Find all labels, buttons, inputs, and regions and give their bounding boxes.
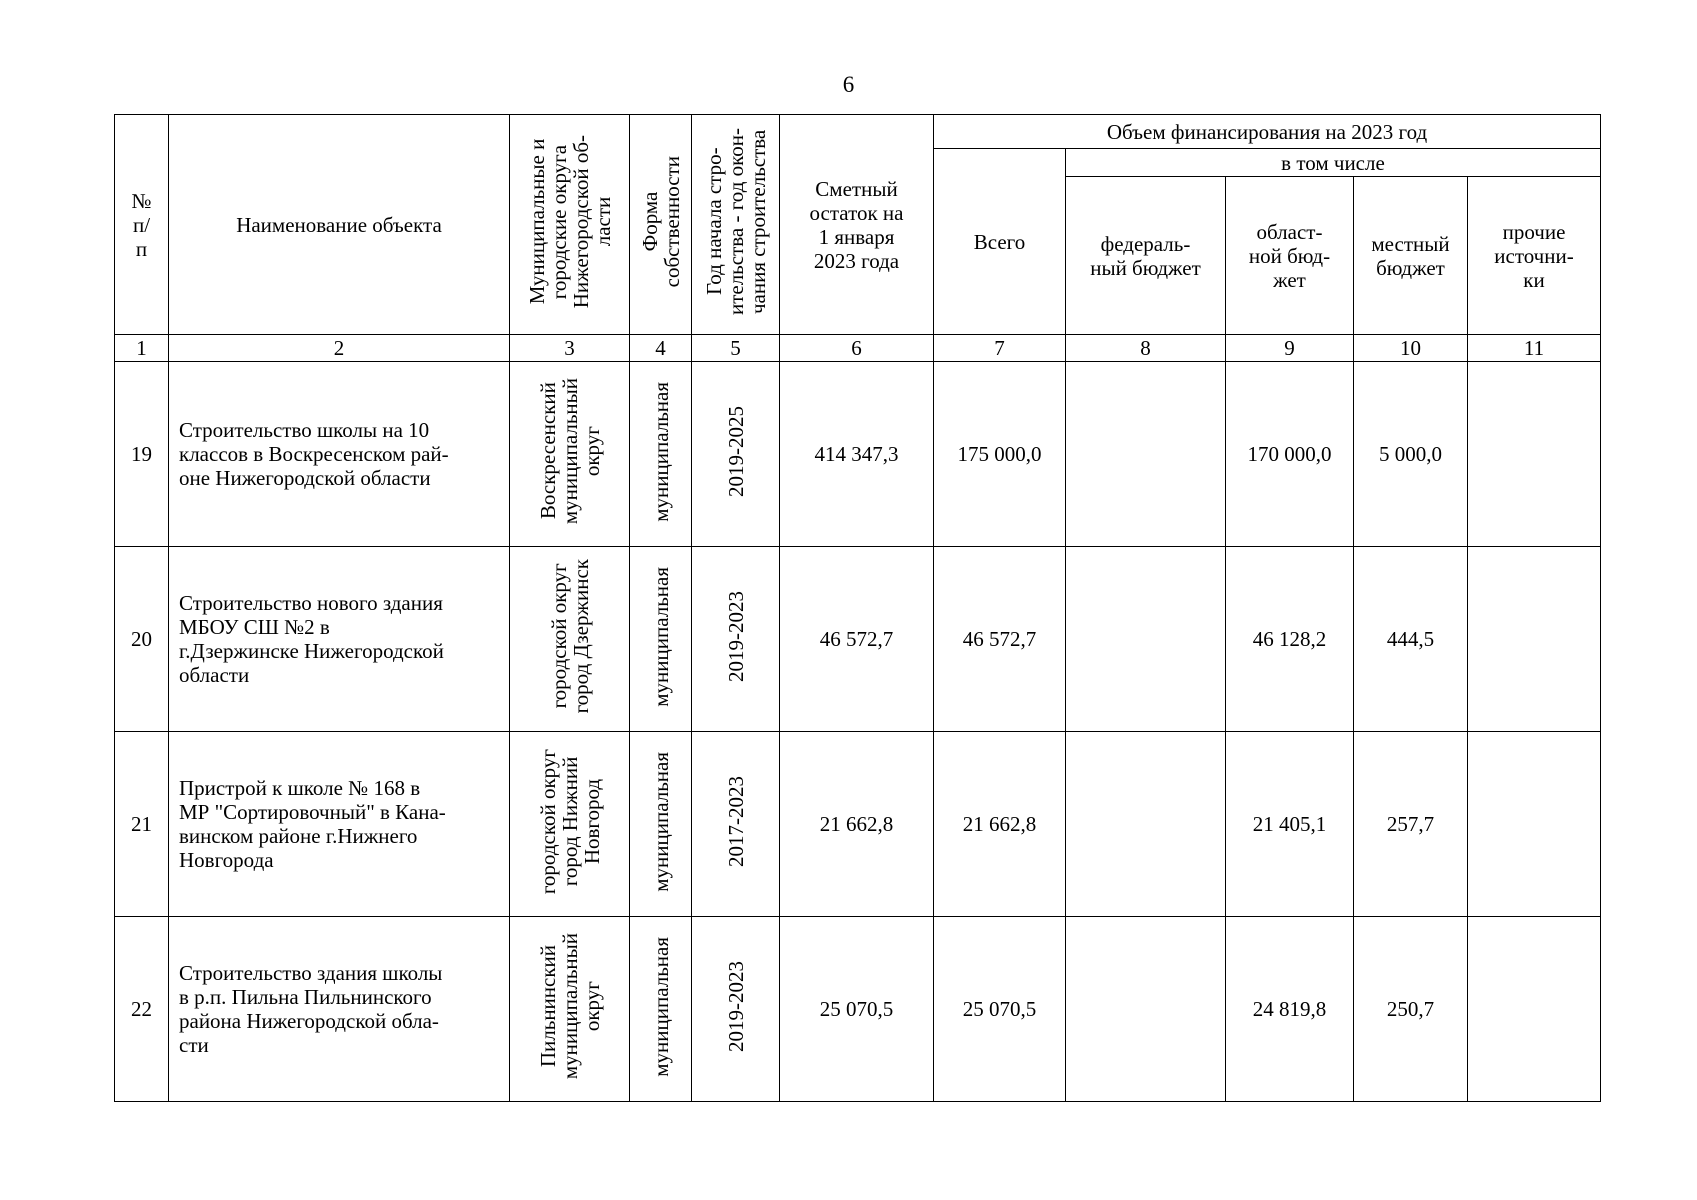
municipality-cell: [510, 732, 630, 917]
header-ownership: [630, 115, 692, 335]
ownership-cell: [630, 362, 692, 547]
funding-local: 5 000,0: [1354, 362, 1468, 547]
funding-local: 257,7: [1354, 732, 1468, 917]
header-federal-label: федераль- ный бюджет: [1090, 231, 1201, 280]
header-municipality: [510, 115, 630, 335]
header-regional-label: област- ной бюд- жет: [1248, 219, 1331, 292]
municipality-cell: [510, 547, 630, 732]
funding-federal: [1066, 547, 1226, 732]
years-cell: [692, 917, 780, 1102]
ownership-cell: [630, 732, 692, 917]
header-funding-group: [934, 115, 1601, 149]
financing-table: [114, 114, 1601, 1102]
column-number: 11: [1468, 335, 1601, 362]
object-name: Строительство школы на 10 классов в Воскресенском рай- оне Нижегородской области: [169, 362, 510, 547]
ownership: муниципальная: [648, 751, 673, 892]
funding-total: 21 662,8: [934, 732, 1066, 917]
municipality: городской округ город Нижний Новгород: [535, 748, 604, 895]
object-name: Пристрой к школе № 168 в МР "Сортировочный" в Кана- винском районе г.Нижнего Новгорода: [169, 732, 510, 917]
object-name: Строительство здания школы в р.п. Пильна Пильнинского района Нижегородской обла- сти: [169, 917, 510, 1102]
ownership: муниципальная: [648, 381, 673, 522]
header-federal: [1066, 177, 1226, 335]
estimate-remainder: 46 572,7: [780, 547, 934, 732]
header-municipality-label: Муниципальные и городские округа Нижегородской об- ласти: [524, 135, 615, 309]
ownership: муниципальная: [648, 936, 673, 1077]
estimate-remainder: 21 662,8: [780, 732, 934, 917]
construction-years: 2019-2025: [723, 406, 748, 497]
page-number: 6: [842, 72, 855, 97]
funding-total: 25 070,5: [934, 917, 1066, 1102]
construction-years: 2019-2023: [723, 591, 748, 682]
municipality-cell: [510, 917, 630, 1102]
row-number: 20: [115, 547, 169, 732]
column-number: 2: [169, 335, 510, 362]
header-total-label: Всего: [973, 229, 1026, 254]
row-number: 19: [115, 362, 169, 547]
object-name: Строительство нового здания МБОУ СШ №2 в г.Дзержинске Нижегородской области: [169, 547, 510, 732]
ownership-cell: [630, 917, 692, 1102]
header-construction-years: [692, 115, 780, 335]
table-row: [115, 362, 1601, 547]
funding-other: [1468, 362, 1601, 547]
header-object-name-label: Наименование объекта: [236, 212, 442, 237]
funding-total: 46 572,7: [934, 547, 1066, 732]
funding-regional: 46 128,2: [1226, 547, 1354, 732]
construction-years: 2017-2023: [723, 776, 748, 867]
column-number: 1: [115, 335, 169, 362]
years-cell: [692, 547, 780, 732]
funding-other: [1468, 732, 1601, 917]
column-number: 7: [934, 335, 1066, 362]
funding-total: 175 000,0: [934, 362, 1066, 547]
construction-years: 2019-2023: [723, 961, 748, 1052]
header-construction-years-label: Год начала стро- ительства - год окон- чания строительства: [701, 128, 770, 316]
column-numbers-row: [115, 335, 1601, 362]
funding-federal: [1066, 362, 1226, 547]
header-other-label: прочие источни- ки: [1494, 219, 1574, 292]
municipality: Пильнинский муниципальный округ: [535, 933, 604, 1080]
header-funding-group-label: Объем финансирования на 2023 год: [1106, 119, 1428, 144]
funding-other: [1468, 547, 1601, 732]
table-row: [115, 732, 1601, 917]
ownership: муниципальная: [648, 566, 673, 707]
header-object-name: [169, 115, 510, 335]
header-local-label: местный бюджет: [1371, 231, 1450, 280]
funding-federal: [1066, 732, 1226, 917]
funding-local: 250,7: [1354, 917, 1468, 1102]
estimate-remainder: 25 070,5: [780, 917, 934, 1102]
header-estimate-remainder: [780, 115, 934, 335]
table-row: [115, 917, 1601, 1102]
column-number: 6: [780, 335, 934, 362]
funding-federal: [1066, 917, 1226, 1102]
funding-regional: 24 819,8: [1226, 917, 1354, 1102]
column-number: 8: [1066, 335, 1226, 362]
header-including: [1066, 149, 1601, 177]
column-number: 5: [692, 335, 780, 362]
municipality: Воскресенский муниципальный округ: [535, 378, 604, 525]
column-number: 9: [1226, 335, 1354, 362]
municipality-cell: [510, 362, 630, 547]
years-cell: [692, 362, 780, 547]
header-including-label: в том числе: [1281, 150, 1385, 175]
header-regional: [1226, 177, 1354, 335]
header-total: [934, 149, 1066, 335]
header-other: [1468, 177, 1601, 335]
funding-regional: 21 405,1: [1226, 732, 1354, 917]
row-number: 22: [115, 917, 169, 1102]
column-number: 10: [1354, 335, 1468, 362]
header-row-number: [115, 115, 169, 335]
header-estimate-remainder-label: Сметный остаток на 1 января 2023 года: [809, 176, 904, 273]
row-number: 21: [115, 732, 169, 917]
ownership-cell: [630, 547, 692, 732]
years-cell: [692, 732, 780, 917]
header-row-number-label: № п/ п: [131, 188, 152, 261]
table-row: [115, 547, 1601, 732]
municipality: городской округ город Дзержинск: [546, 559, 593, 714]
funding-regional: 170 000,0: [1226, 362, 1354, 547]
column-number: 4: [630, 335, 692, 362]
header-local: [1354, 177, 1468, 335]
header-ownership-label: Форма собственности: [637, 156, 684, 288]
funding-other: [1468, 917, 1601, 1102]
column-number: 3: [510, 335, 630, 362]
estimate-remainder: 414 347,3: [780, 362, 934, 547]
funding-local: 444,5: [1354, 547, 1468, 732]
